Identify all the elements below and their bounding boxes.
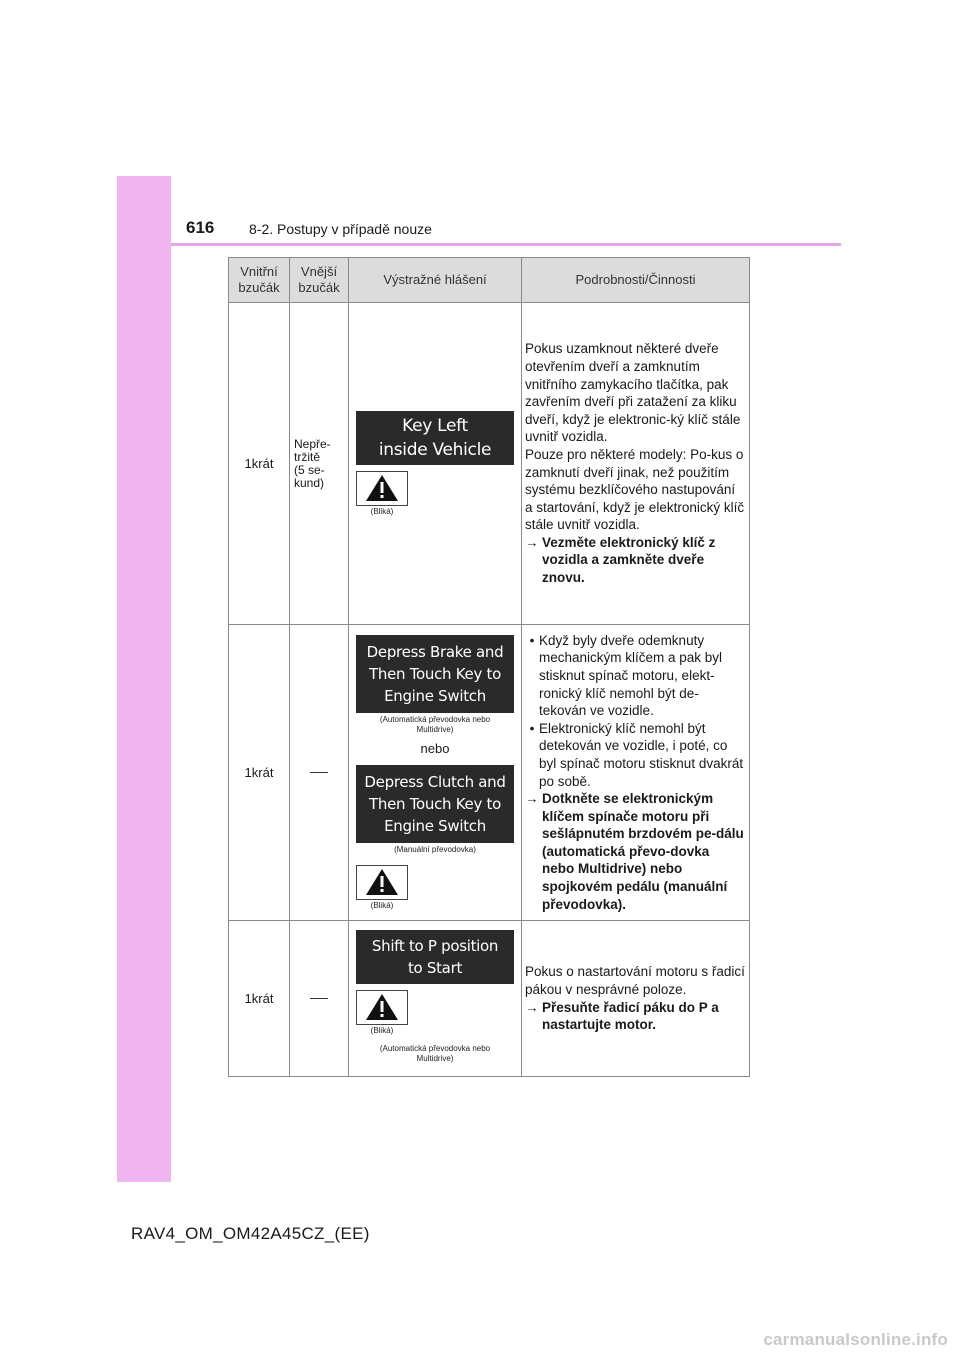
warning-indicator [356, 865, 514, 911]
table-row [229, 921, 750, 1077]
header-divider [171, 243, 841, 246]
arrow-icon: → [525, 534, 539, 550]
warning-triangle-icon [356, 471, 408, 506]
document-code: RAV4_OM_OM42A45CZ_(EE) [131, 1224, 370, 1243]
row-details [522, 625, 750, 921]
row-inner-buzzer: 1krát [229, 921, 290, 1077]
action-text: Dotkněte se elektronickým klíčem spínače motoru při sešlápnutém brzdovém pe-dálu (automatická převo-dovka nebo Multidrive) nebo spojkovém pedálu (manuální převodovka). [542, 791, 744, 912]
warning-triangle-icon [356, 865, 408, 900]
dash-icon [310, 998, 328, 999]
warning-triangle-icon [356, 990, 408, 1025]
action-line [525, 999, 745, 1034]
transmission-note: (Automatická převodovka nebo Multidrive) [379, 1043, 491, 1063]
blink-label: (Bliká) [370, 506, 394, 516]
header-inner-buzzer: Vnitřní bzučák [229, 258, 290, 303]
dash-icon [310, 772, 328, 773]
bullet-text: Elektronický klíč nemohl být detekován ve vozidle, i poté, co byl spínač motoru stisknut dvakrát po sobě. [539, 720, 744, 789]
warning-table [228, 257, 750, 1077]
row-inner-buzzer: 1krát [229, 625, 290, 921]
arrow-icon: → [525, 791, 539, 807]
table-row [229, 303, 750, 625]
header-warning-message: Výstražné hlášení [349, 258, 522, 303]
blink-label: (Bliká) [370, 900, 394, 910]
row-outer-buzzer [290, 921, 349, 1077]
warning-message-display: Depress Brake and Then Touch Key to Engine Switch [356, 635, 514, 713]
action-line [525, 534, 745, 587]
page-number: 616 [186, 218, 215, 237]
action-line [525, 790, 745, 913]
details-paragraph: Pouze pro některé modely: Po-kus o zamknutí dveří jinak, než použitím systému bezklíčového nastupování a startování, když je elektronický klíč stále uvnitř vozidla. [525, 446, 745, 533]
section-title: 8-2. Postupy v případě nouze [249, 221, 432, 237]
details-paragraph: Pokus o nastartování motoru s řadicí pákou v nesprávné poloze. [525, 964, 745, 997]
transmission-note: (Automatická převodovka nebo Multidrive) [379, 714, 491, 734]
table-header-row [229, 258, 750, 303]
action-text: Přesuňte řadicí páku do P a nastartujte motor. [542, 999, 719, 1033]
transmission-note: (Manuální převodovka) [394, 844, 476, 854]
blink-label: (Bliká) [370, 1025, 394, 1035]
arrow-icon: → [525, 999, 539, 1015]
row-details [522, 921, 750, 1077]
row-outer-buzzer [290, 303, 349, 625]
bullet-item [525, 720, 745, 790]
row-inner-buzzer: 1krát [229, 303, 290, 625]
row-outer-buzzer [290, 625, 349, 921]
row-warning-message [349, 921, 522, 1077]
header-details: Podrobnosti/Činnosti [522, 258, 750, 303]
warning-message-display: Key Left inside Vehicle [356, 411, 514, 465]
warning-message-display: Depress Clutch and Then Touch Key to Engine Switch [356, 765, 514, 843]
row-warning-message [349, 625, 522, 921]
warning-message-display: Shift to P position to Start [356, 930, 514, 984]
action-text: Vezměte elektronický klíč z vozidla a zamkněte dveře znovu. [542, 534, 716, 586]
table-row [229, 625, 750, 921]
row-warning-message [349, 303, 522, 625]
chapter-sidebar-tab [117, 176, 171, 1182]
outer-buzzer-text: Nepře- tržitě (5 se- kund) [294, 436, 331, 490]
bullet-text: Když byly dveře odemknuty mechanickým klíčem a pak byl stisknut spínač motoru, elekt-ronický klíč nemohl být de-tekován ve vozidle. [539, 632, 723, 719]
warning-indicator [356, 990, 514, 1036]
details-paragraph: Pokus uzamknout některé dveře otevřením dveří a zamknutím vnitřního zamykacího tlačítka, pak zavřením dveří při zatažení za kliku dveří, když je elektronic-ký klíč stále uvnitř vozidla. [525, 341, 741, 445]
bullet-item [525, 632, 745, 720]
row-details [522, 303, 750, 625]
header-outer-buzzer: Vnější bzučák [290, 258, 349, 303]
bullet-icon: • [529, 720, 535, 736]
warning-indicator [356, 471, 514, 517]
watermark: carmanualsonline.info [763, 1330, 948, 1349]
or-label: nebo [420, 740, 450, 756]
bullet-icon: • [529, 632, 535, 648]
